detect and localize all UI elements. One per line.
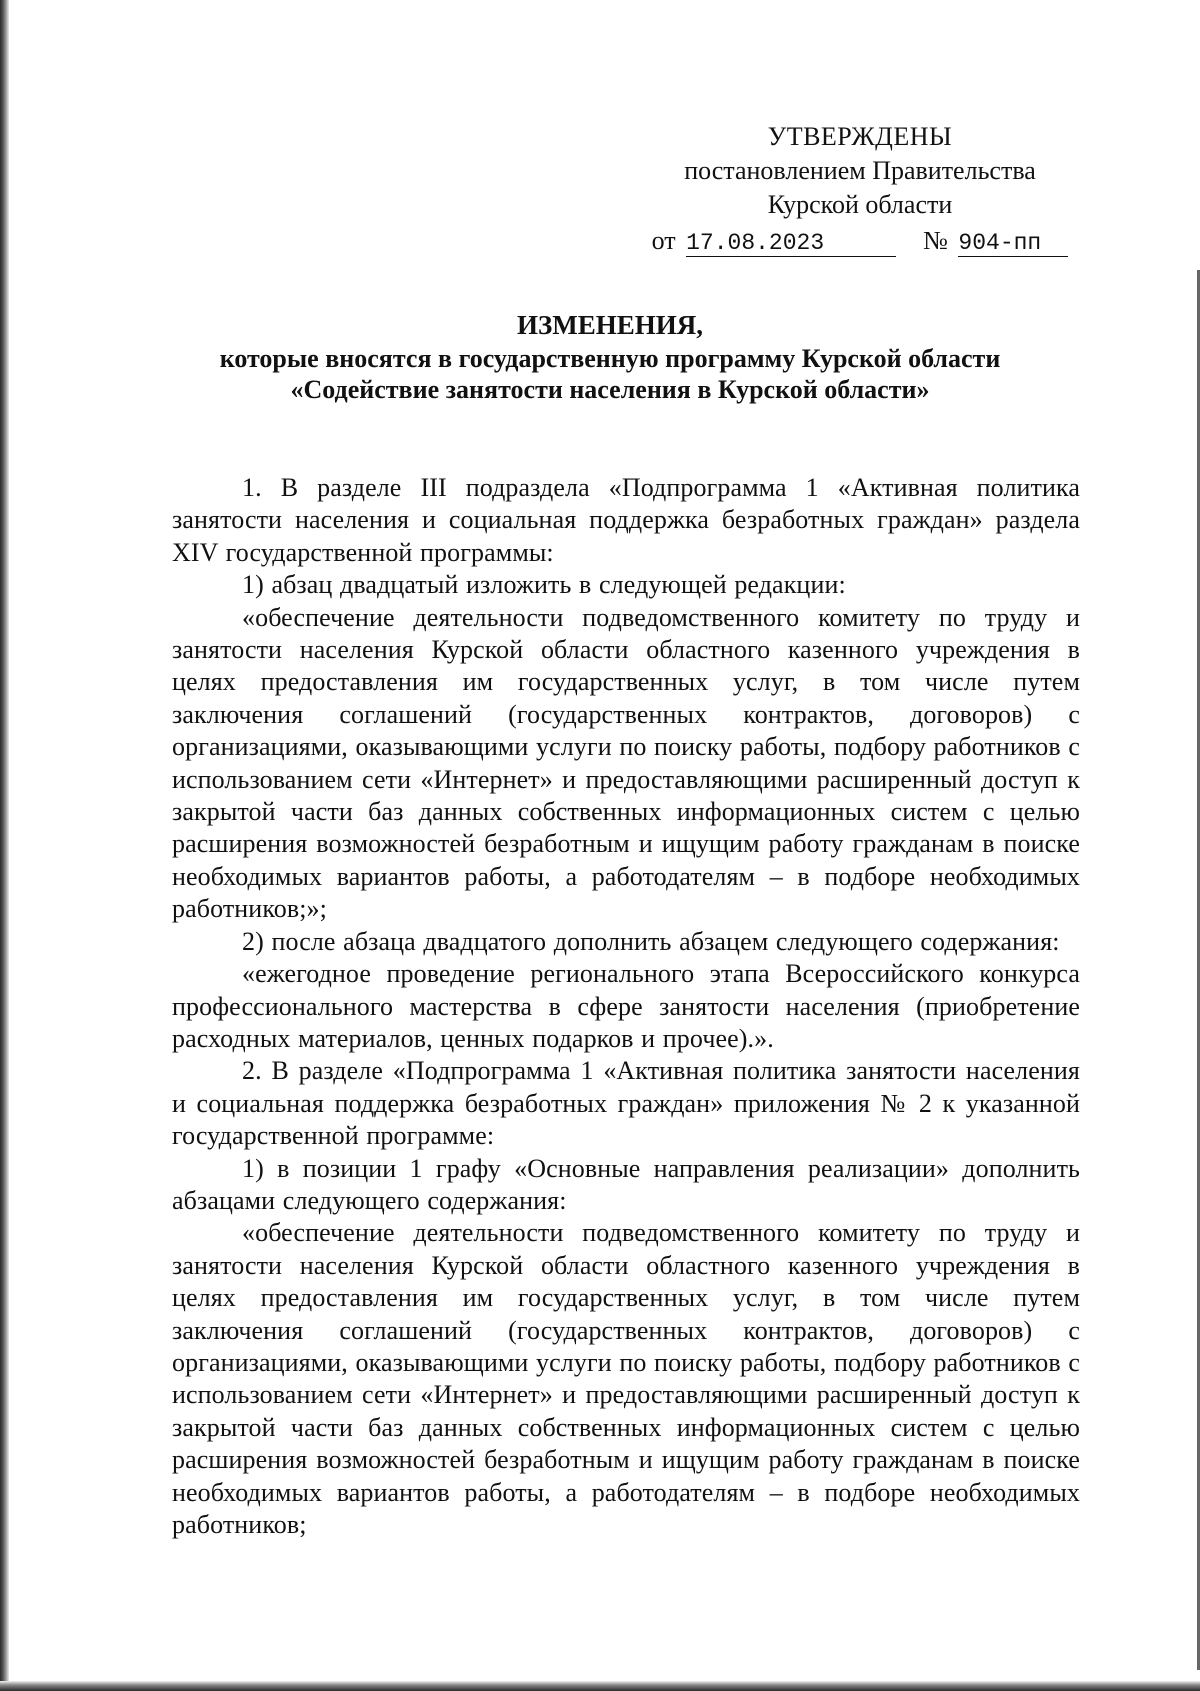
approval-date-value: 17.08.2023 (686, 230, 896, 257)
heading-line-2: «Содействие занятости населения в Курской области» (290, 375, 930, 404)
document-body (172, 472, 1080, 1541)
paragraph-7: 1) в позиции 1 графу «Основные направления реализации» дополнить абзацами следующего содержания: (172, 1153, 1080, 1215)
paragraph-6: 2. В разделе «Подпрограмма 1 «Активная политика занятости населения и социальная поддержка безработных граждан» приложения № 2 к указанной государственной программе: (172, 1056, 1080, 1151)
approval-title: УТВЕРЖДЕНЫ (767, 122, 953, 151)
number-prefix: № (923, 226, 948, 255)
paragraph-1: 1. В разделе III подраздела «Подпрограмма 1 «Активная политика занятости населения и социальная поддержка безработных граждан» раздела XIV государственной программы: (172, 473, 1080, 567)
approval-date-row (640, 224, 1080, 258)
paragraph-5: «ежегодное проведение регионального этапа Всероссийского конкурса профессионального мастерства в сфере занятости населения (приобретение расходных материалов, ценных подарков и прочее).». (172, 959, 1080, 1053)
heading-main: ИЗМЕНЕНИЯ, (516, 310, 703, 340)
document-heading (160, 310, 1060, 405)
paragraph-8: «обеспечение деятельности подведомственного комитету по труду и занятости населения Курской области областного казенного учреждения в целях предоставления им государственных услуг, в том числе путем заключения соглашений (государственных контрактов, договоров) с организациями, оказывающими услуги по поиску работы, подбору работников с использованием сети «Интернет» и предоставляющими расширенный доступ к закрытой части баз данных собственных информационных систем с целью расширения возможностей безработным и ищущим работу гражданам в поиске необходимых вариантов работы, а работодателям – в подборе необходимых работников; (172, 1218, 1080, 1539)
heading-line-1: которые вносятся в государственную программу Курской области (219, 344, 1001, 373)
paragraph-4: 2) после абзаца двадцатого дополнить абзацем следующего содержания: (242, 926, 1060, 956)
approval-line-2: Курской области (767, 190, 953, 219)
scan-edge-bottom (0, 1681, 1200, 1691)
paragraph-3: «обеспечение деятельности подведомственного комитету по труду и занятости населения Курской области областного казенного учреждения в целях предоставления им государственных услуг, в том числе путем заключения соглашений (государственных контрактов, договоров) с организациями, оказывающими услуги по поиску работы, подбору работников с использованием сети «Интернет» и предоставляющими расширенный доступ к закрытой части баз данных собственных информационных систем с целью расширения возможностей безработным и ищущим работу гражданам в поиске необходимых вариантов работы, а работодателям – в подборе необходимых работников;»; (172, 602, 1080, 924)
paragraph-2: 1) абзац двадцатый изложить в следующей редакции: (242, 570, 846, 600)
approval-number-value: 904-пп (958, 230, 1068, 257)
date-prefix: от (651, 226, 676, 255)
approval-line-1: постановлением Правительства (684, 156, 1036, 185)
approval-stamp-block (640, 120, 1080, 258)
scan-edge-left (0, 0, 9, 1691)
